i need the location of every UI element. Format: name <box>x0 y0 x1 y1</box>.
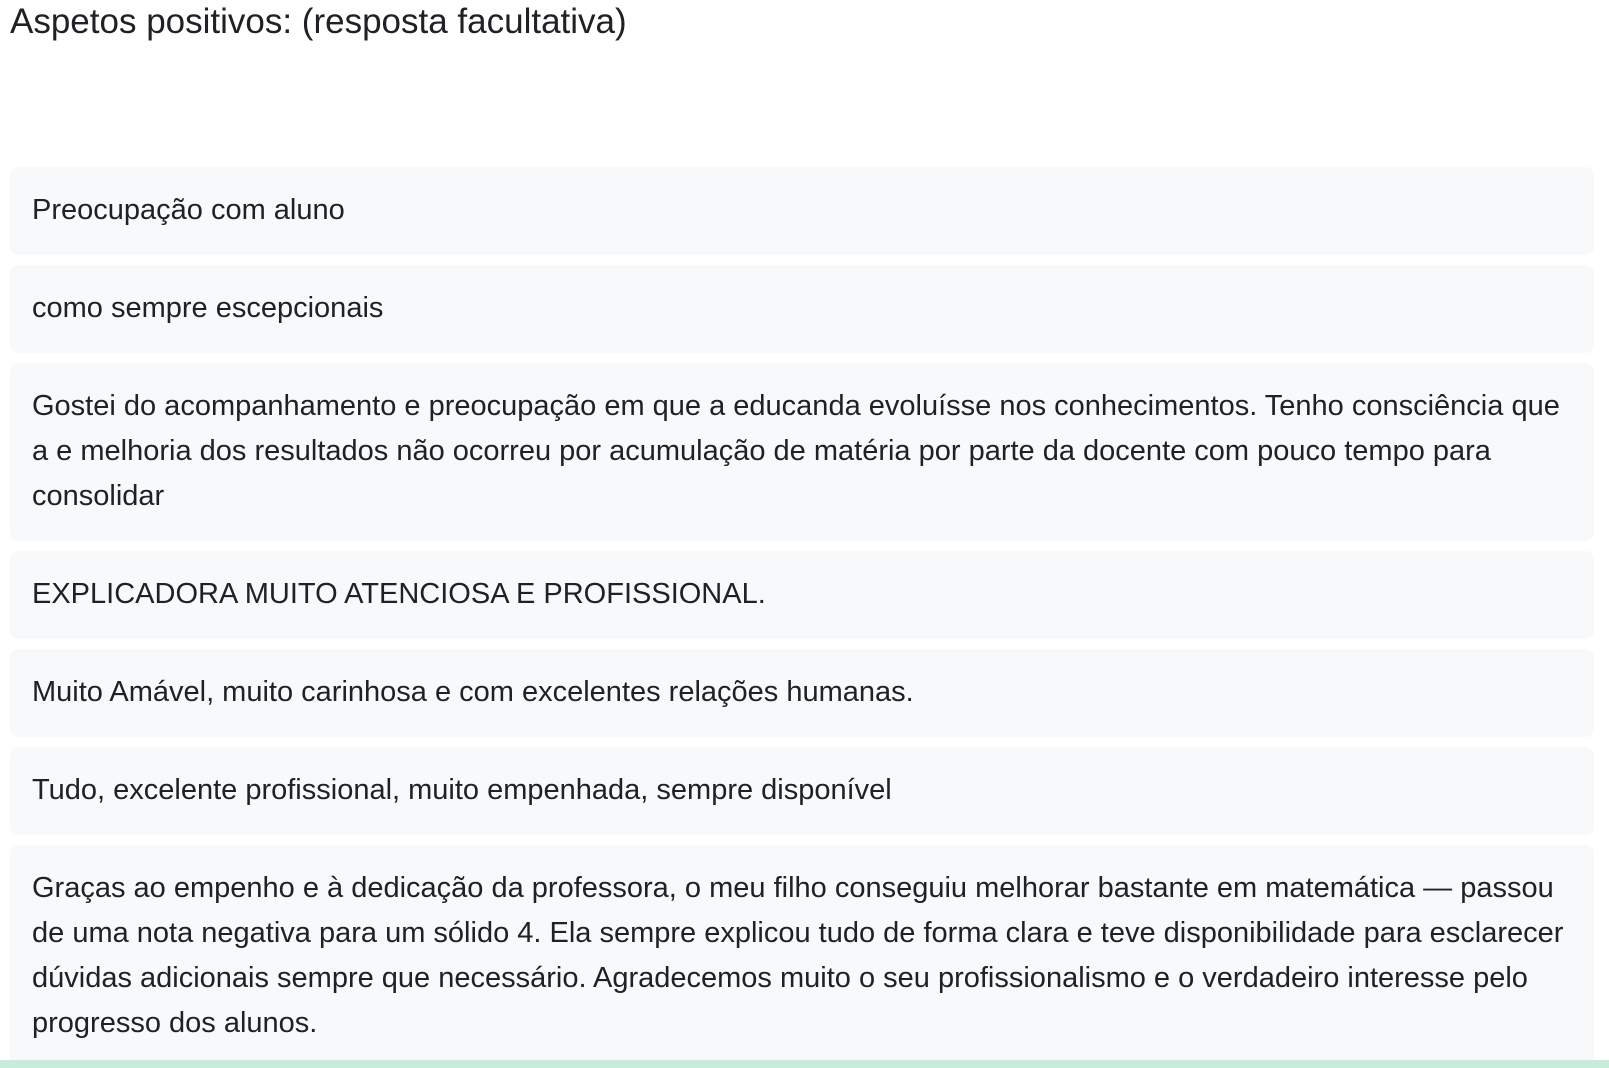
response-item: como sempre escepcionais <box>10 265 1594 353</box>
response-item: Graças ao empenho e à dedicação da professora, o meu filho conseguiu melhorar bastante em matemática — passou de uma nota negativa para um sólido 4. Ela sempre explicou tudo de forma clara e teve disponibilidade para esclarecer dúvidas adicionais sempre que necessário. Agradecemos muito o seu profissionalismo e o verdadeiro interesse pelo progresso dos alunos. <box>10 845 1594 1068</box>
responses-list <box>10 167 1594 1068</box>
response-item: Tudo, excelente profissional, muito empenhada, sempre disponível <box>10 747 1594 835</box>
response-item: Preocupação com aluno <box>10 167 1594 255</box>
question-title: Aspetos positivos: (resposta facultativa) <box>10 2 627 41</box>
response-item: EXPLICADORA MUITO ATENCIOSA E PROFISSIONAL. <box>10 551 1594 639</box>
response-item: Gostei do acompanhamento e preocupação em que a educanda evoluísse nos conhecimentos. Tenho consciência que a e melhoria dos resultados não ocorreu por acumulação de matéria por parte da docente com pouco tempo para consolidar <box>10 363 1594 541</box>
response-item: Muito Amável, muito carinhosa e com excelentes relações humanas. <box>10 649 1594 737</box>
bottom-accent-bar <box>0 1060 1609 1068</box>
